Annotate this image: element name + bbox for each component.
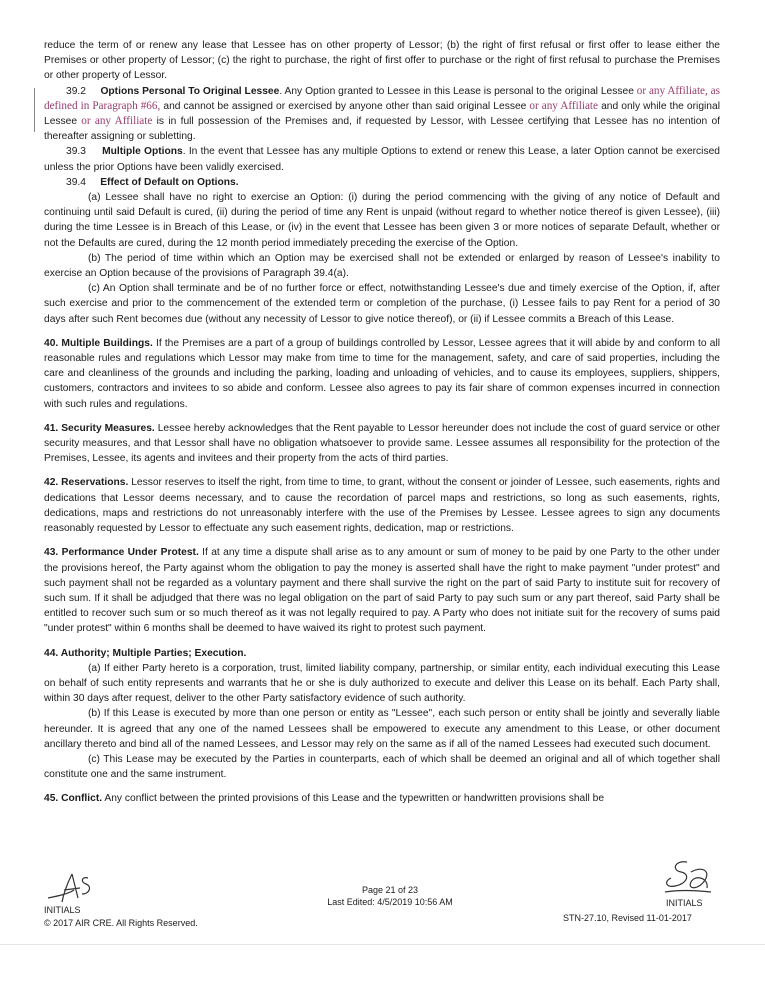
heading-41: 41. Security Measures.	[44, 422, 155, 434]
heading-43: 43. Performance Under Protest.	[44, 547, 199, 559]
heading-45: 45. Conflict.	[44, 793, 103, 805]
heading-39-2: Options Personal To Original Lessee	[100, 85, 280, 97]
paragraph-43: 43. Performance Under Protest. If at any time a dispute shall arise as to any amount or sum of money to be paid by one Party to the other under the provisions hereof, the Party against whom the obligation to pay the money is asserted shall have the right to make payment "under protest" and such payment shall not be regarded as a voluntary payment and there shall survive the right on the part of said Party to institute suit for recovery of such sum. If it shall be adjudged that there was no legal obligation on the part of said Party to pay such sum or any part thereof, said Party shall be entitled to recover such sum or so much thereof as it was not legally required to pay. A Party who does not initiate suit for the recovery of sums paid "under protest" within 6 months shall be deemed to have waived its right to protest such payment.	[44, 547, 720, 635]
last-edited: Last Edited: 4/5/2019 10:56 AM	[327, 897, 453, 907]
heading-39-4: Effect of Default on Options	[100, 176, 236, 188]
heading-39-3: Multiple Options	[102, 146, 183, 158]
paragraph-39-4-c: (c) An Option shall terminate and be of no further force or effect, notwithstanding Lessee's due and timely exercise of the Option, if, after such exercise and prior to the commencement of the extended term or completion of the purchase, (i) Lessee fails to pay Rent for a period of 30 days after such Rent becomes due (without any necessity of Lessor to give notice thereof), or (ii) if Lessee commits a Breach of this Lease.	[44, 283, 720, 325]
initials-label-right: INITIALS	[666, 898, 703, 908]
heading-40: 40. Multiple Buildings.	[44, 337, 153, 349]
lessor-initials-signature	[44, 868, 104, 908]
paragraph-39-4-a: (a) Lessee shall have no right to exercise an Option: (i) during the period commencing with the giving of any notice of Default and continuing until said Default is cured, (ii) during the period of time any Rent is unpaid (without regard to whether notice thereof is given Lessee), (iii) during the time Lessee is in Breach of this Lease, or (iv) in the event that Lessee has been given 3 or more notices of separate Default, whether or not the Defaults are cured, during the 12 month period immediately preceding the exercise of the Option.	[44, 192, 720, 249]
paragraph-44-c: (c) This Lease may be executed by the Parties in counterparts, each of which shall be deemed an original and all of which together shall constitute one and the same instrument.	[44, 753, 720, 781]
page-footer-info	[290, 884, 490, 908]
amendment-affiliate-3: or any Affiliate	[77, 115, 153, 128]
copyright-notice: © 2017 AIR CRE. All Rights Reserved.	[44, 918, 198, 928]
paragraph-41: 41. Security Measures. Lessee hereby acknowledges that the Rent payable to Lessor hereunder does not include the cost of guard service or other security measures, and that Lessor shall have no obligation whatsoever to provide same. Lessee assumes all responsibility for the protection of the Premises, Lessee, its agents and invitees and their property from the acts of third parties.	[44, 422, 720, 465]
initials-label-left: INITIALS	[44, 905, 81, 915]
lessee-initials-signature	[657, 856, 717, 904]
amendment-affiliate-1: or any Affiliate, as defined in Paragraph #66,	[44, 84, 720, 112]
revision-bar	[34, 88, 35, 132]
heading-42: 42. Reservations.	[44, 477, 129, 489]
paragraph-39-2: 39.2 Options Personal To Original Lessee. Any Option granted to Lessee in this Lease is personal to the original Lessee or any Affiliate, as defined in Paragraph #66, and cannot be assigned or exercised by anyone other than said original Lessee or any Affiliate and only while the original Lessee or any Affiliate is in full possession of the Premises and, if requested by Lessor, with Lessee certifying that Lessee has no intention of thereafter assigning or subletting.	[44, 84, 720, 143]
scan-edge	[0, 944, 765, 945]
paragraph-45: 45. Conflict. Any conflict between the printed provisions of this Lease and the typewritten or handwritten provisions shall be	[44, 793, 605, 805]
form-number: STN-27.10, Revised 11-01-2017	[563, 913, 692, 923]
paragraph-44-b: (b) If this Lease is executed by more than one person or entity as "Lessee", each such person or entity shall be jointly and severally liable hereunder. It is agreed that any one of the named Lessees shall be empowered to execute any amendment to this Lease, or other document ancillary thereto and bind all of the named Lessees, and Lessor may rely on the same as if all of the named Lessees had executed such document.	[44, 708, 720, 750]
paragraph-39-4: 39.4 Effect of Default on Options.	[66, 176, 239, 188]
paragraph-39-4-b: (b) The period of time within which an Option may be exercised shall not be extended or enlarged by reason of Lessee's inability to exercise an Option because of the provisions of Paragraph 39.4(a).	[44, 252, 720, 280]
amendment-affiliate-2: or any Affiliate	[526, 99, 598, 112]
paragraph-40: 40. Multiple Buildings. If the Premises are a part of a group of buildings controlled by Lessor, Lessee agrees that it will abide by and conform to all reasonable rules and regulations which Lessor may make from time to time for the management, safety, and care of said properties, including the care and cleanliness of the grounds and including the parking, loading and unloading of vehicles, and to cause its employees, suppliers, shippers, customers, contractors and invitees to so abide and conform. Lessee also agrees to pay its fair share of common expenses incurred in connection with such rules and regulations.	[44, 337, 721, 410]
paragraph-39-3: 39.3 Multiple Options. In the event that Lessee has any multiple Options to extend or renew this Lease, a later Option cannot be exercised unless the prior Options have been validly exercised.	[44, 146, 720, 173]
page-body	[44, 38, 720, 807]
heading-44: 44. Authority; Multiple Parties; Execution.	[44, 647, 247, 659]
paragraph-39-1-continued: reduce the term of or renew any lease that Lessee has on other property of Lessor; (b) the right of first refusal or first offer to lease either the Premises or other property of Lessor; (c) the right to purchase, the right of first offer to purchase or the right of first refusal to purchase the Premises or other property of Lessor.	[44, 40, 720, 82]
paragraph-42: 42. Reservations. Lessor reserves to itself the right, from time to time, to grant, without the consent or joinder of Lessee, such easements, rights and dedications that Lessor deems necessary, and to cause the recordation of parcel maps and restrictions, so long as such easements, rights, dedications, maps and restrictions do not unreasonably interfere with the use of the Premises by Lessee. Lessee agrees to sign any documents reasonably requested by Lessor to effectuate any such easement rights, dedication, map or restrictions.	[44, 477, 721, 535]
paragraph-44-a: (a) If either Party hereto is a corporation, trust, limited liability company, partnership, or similar entity, each individual executing this Lease on behalf of such entity represents and warrants that he or she is duly authorized to execute and deliver this Lease on its behalf. Each Party shall, within 30 days after request, deliver to the other Party satisfactory evidence of such authority.	[44, 662, 720, 705]
page-number: Page 21 of 23	[361, 885, 419, 895]
